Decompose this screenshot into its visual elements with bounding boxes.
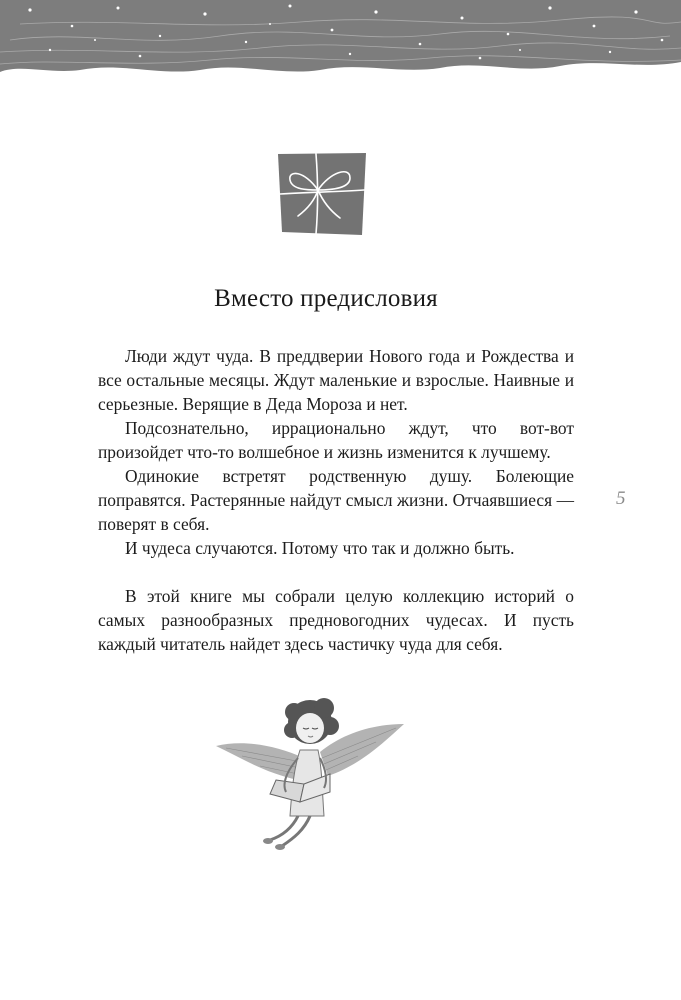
paragraph: Люди ждут чуда. В преддверии Нового года и Рождества и все остальные месяцы. Ждут маленькие и взрослые. Наивные и серьезные. Верящие в Деда Мороза и нет. bbox=[98, 346, 574, 414]
angel-illustration bbox=[212, 688, 412, 853]
body-text bbox=[98, 344, 574, 656]
chapter-title: Вместо предисловия bbox=[214, 285, 438, 312]
snowy-band-illustration bbox=[0, 0, 681, 80]
page-number: 5 bbox=[616, 488, 626, 509]
paragraph: Одинокие встретят родственную душу. Болеющие поправятся. Растерянные найдут смысл жизни. Отчаявшиеся — поверят в себя. bbox=[98, 466, 574, 534]
paragraph: И чудеса случаются. Потому что так и должно быть. bbox=[125, 538, 515, 558]
paragraph: В этой книге мы собрали целую коллекцию историй о самых разнообразных предновогодних чудесах. И пусть каждый читатель найдет здесь частичку чуда для себя. bbox=[98, 586, 574, 654]
paragraph: Подсознательно, иррационально ждут, что вот-вот произойдет что-то волшебное и жизнь изменится к лучшему. bbox=[98, 418, 574, 462]
gift-box-icon bbox=[274, 150, 370, 238]
